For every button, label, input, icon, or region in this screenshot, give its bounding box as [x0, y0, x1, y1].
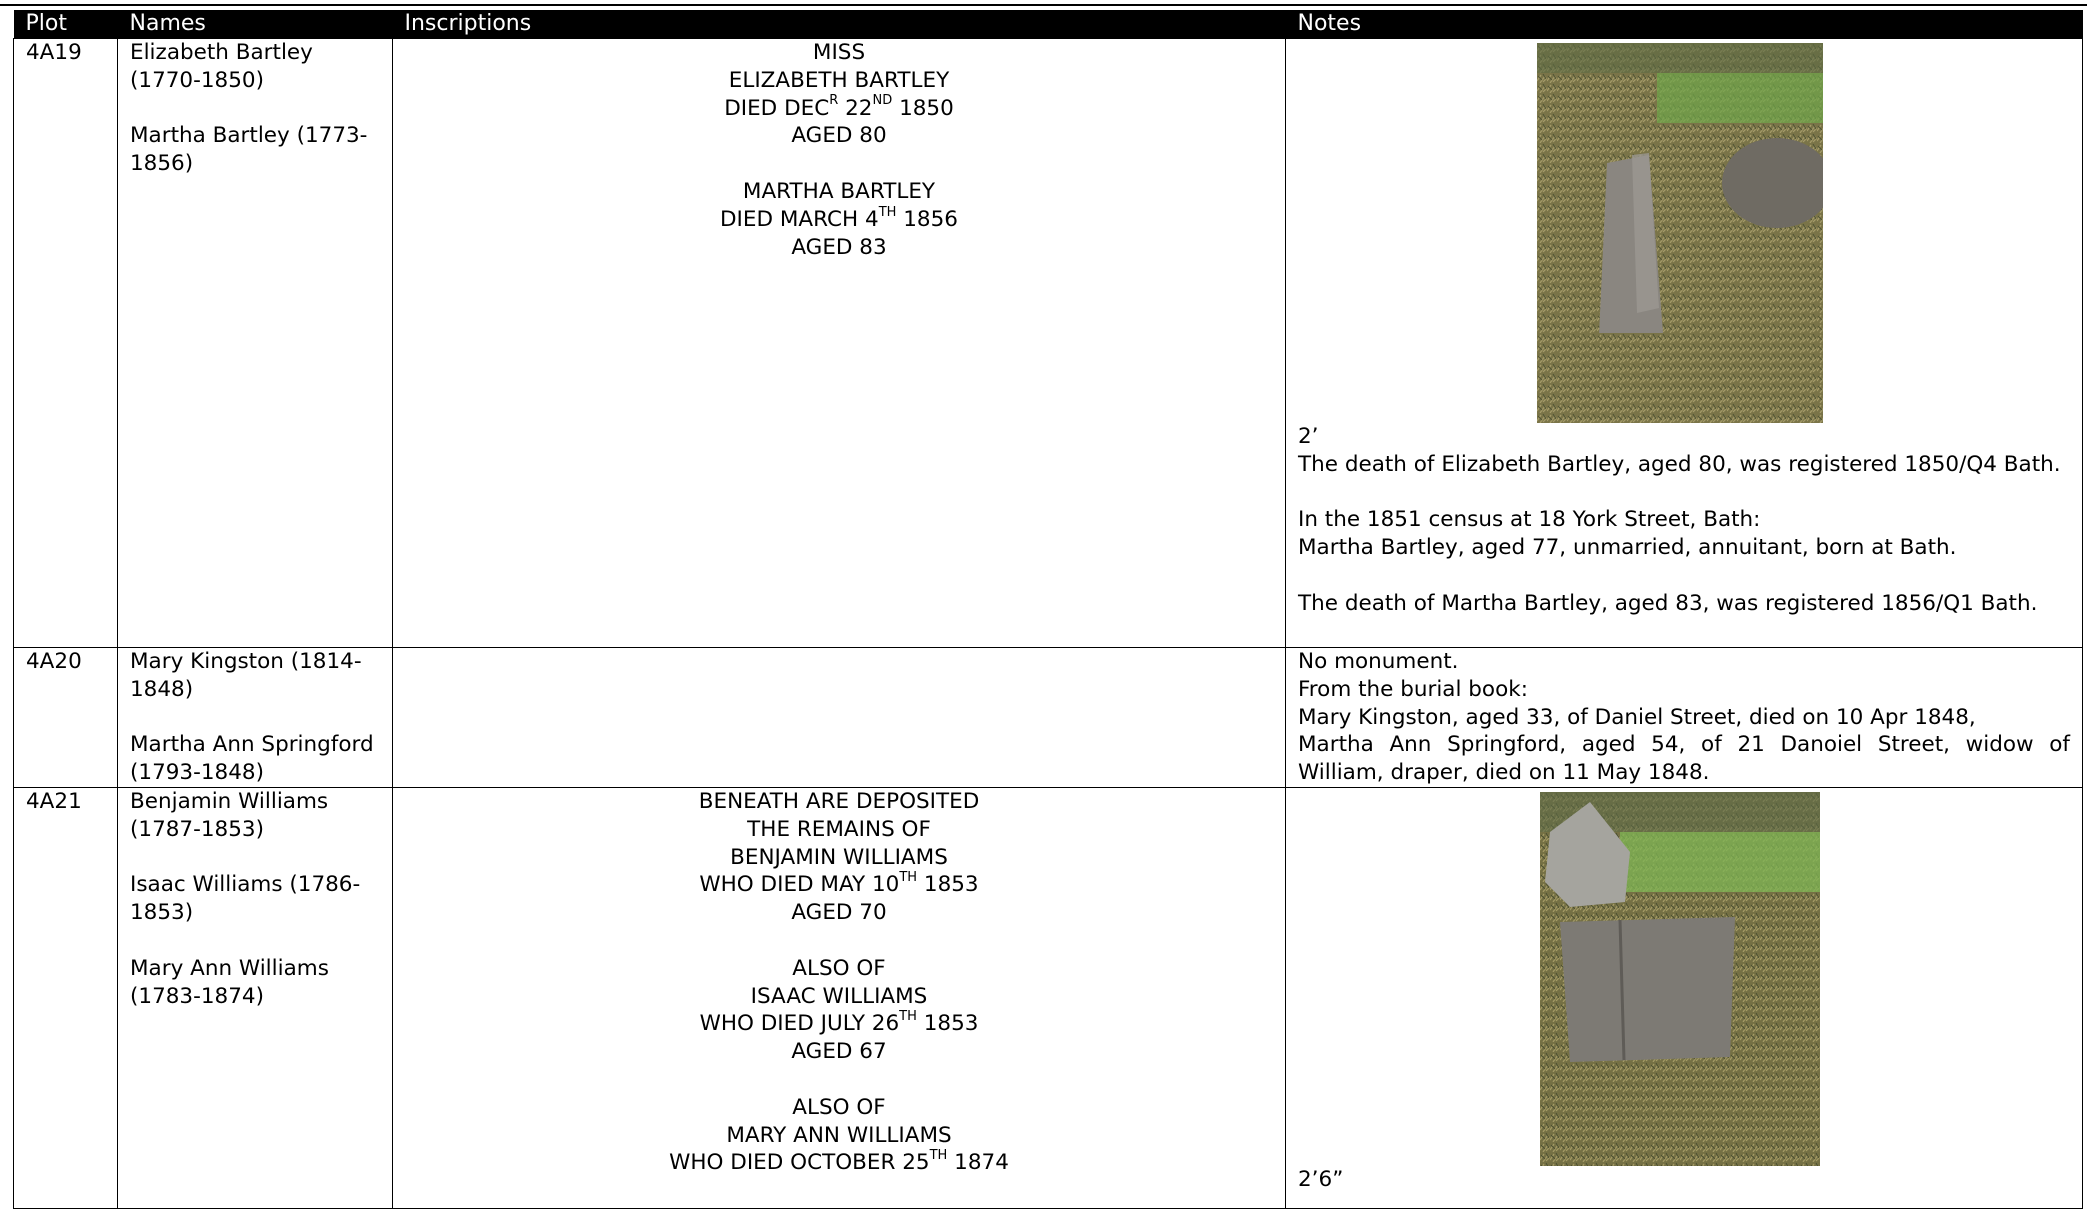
inscription-line: ALSO OF [792, 1094, 886, 1120]
inscription-line: THE REMAINS OF [747, 816, 931, 842]
top-rule [0, 4, 2087, 6]
name-entry: Isaac Williams (1786-1853) [130, 872, 361, 926]
inscription-line: WHO DIED OCTOBER 25TH 1874 [669, 1148, 1009, 1176]
burial-records-table [13, 10, 2083, 1209]
inscription-line: MARY ANN WILLIAMS [726, 1122, 952, 1148]
inscription-line: BENJAMIN WILLIAMS [730, 844, 948, 870]
inscription-cell [393, 788, 1286, 1209]
table-row [14, 39, 2083, 648]
inscription-line: DIED $DEC^R$ 22ND 1850 [724, 93, 954, 121]
inscription-cell [393, 648, 1286, 788]
name-entry: Mary Ann Williams (1783-1874) [130, 955, 329, 1009]
name-entry: Benjamin Williams (1787-1853) [130, 789, 329, 842]
header-row [14, 10, 2083, 39]
inscription-line: DIED MARCH 4TH 1856 [720, 204, 958, 232]
inscription-line: ALSO OF [792, 955, 886, 981]
photo-size-label: 2’ [1298, 424, 1319, 449]
notes-cell [1286, 788, 2083, 1209]
header-inscriptions: Inscriptions [393, 10, 1286, 39]
inscription-line: WHO DIED MAY 10TH 1853 [699, 870, 979, 898]
name-entry: Martha Ann Springford (1793-1848) [130, 732, 374, 786]
inscription-line: AGED 70 [791, 900, 887, 926]
gravestone-photo [1537, 43, 2070, 423]
inscription-line: ISAAC WILLIAMS [750, 983, 928, 1009]
table-row [14, 788, 2083, 1209]
header-plot: Plot [14, 10, 118, 39]
inscription-line: ELIZABETH BARTLEY [728, 67, 950, 93]
names-cell [118, 788, 393, 1209]
note-paragraph: Martha Bartley, aged 77, unmarried, annuitant, born at Bath. [1298, 535, 1957, 561]
note-paragraph: From the burial book: [1298, 676, 1528, 702]
header-names: Names [118, 10, 393, 39]
inscription-line: MARTHA BARTLEY [742, 178, 936, 204]
plot-cell: 4A20 [14, 648, 118, 788]
inscription-line: WHO DIED JULY 26TH 1853 [699, 1009, 979, 1037]
table-row [14, 648, 2083, 788]
note-paragraph: Mary Kingston, aged 33, of Daniel Street, died on 10 Apr 1848, [1298, 704, 1976, 730]
note-paragraph: The death of Martha Bartley, aged 83, was registered 1856/Q1 Bath. [1298, 590, 2038, 616]
inscription-line: AGED 83 [791, 234, 887, 260]
header-notes: Notes [1286, 10, 2083, 39]
names-cell [118, 39, 393, 648]
plot-cell: 4A21 [14, 788, 118, 1209]
name-entry: Mary Kingston (1814-1848) [130, 649, 362, 702]
gravestone-photo [1540, 792, 2070, 1166]
inscription-line: AGED 80 [791, 123, 887, 149]
inscription-line: BENEATH ARE DEPOSITED [698, 789, 980, 814]
note-paragraph: Martha Ann Springford, aged 54, of 21 Danoiel Street, widow of William, draper, died on 11 May 1848. [1298, 732, 2070, 786]
note-paragraph: No monument. [1298, 649, 1459, 674]
notes-cell [1286, 648, 2083, 788]
name-entry: Elizabeth Bartley (1770-1850) [130, 40, 313, 93]
inscription-line: MISS [812, 40, 866, 65]
inscription-cell [393, 39, 1286, 648]
name-entry: Martha Bartley (1773-1856) [130, 123, 368, 177]
inscription-line: AGED 67 [791, 1039, 887, 1065]
photo-size-label: 2’6” [1298, 1167, 1344, 1192]
names-cell [118, 648, 393, 788]
note-paragraph: The death of Elizabeth Bartley, aged 80, was registered 1850/Q4 Bath. [1298, 451, 2061, 477]
plot-cell: 4A19 [14, 39, 118, 648]
notes-cell [1286, 39, 2083, 648]
note-paragraph: In the 1851 census at 18 York Street, Bath: [1298, 507, 1761, 533]
